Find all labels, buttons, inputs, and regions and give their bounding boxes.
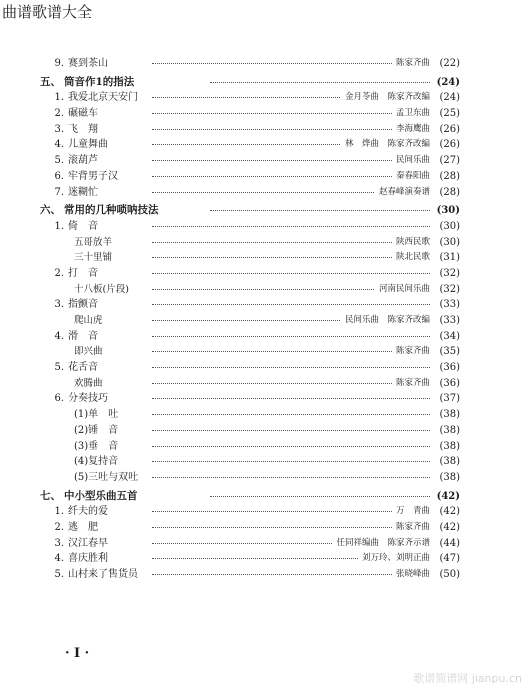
toc-credit: 民间乐曲 陈家齐改编 [341, 313, 430, 329]
toc-leader [152, 414, 430, 415]
toc-title: 分奏技巧 [68, 393, 108, 405]
toc-leader [152, 226, 430, 227]
toc-number: 3. [54, 123, 64, 135]
toc-entry [40, 567, 460, 583]
toc-page-number: (38) [439, 424, 460, 436]
toc-leader [210, 82, 430, 83]
toc-leader [152, 398, 430, 399]
toc-entry [40, 391, 460, 407]
toc-page-number: (38) [439, 409, 460, 421]
toc-number: 5. [54, 569, 64, 580]
toc-leader [152, 383, 430, 384]
toc-page-number: (37) [439, 393, 460, 405]
toc-number: 1. [54, 92, 64, 104]
toc-title: (4)复持音 [74, 456, 119, 468]
toc-page-number: (33) [439, 299, 460, 311]
toc-title: (1)单 吐 [74, 409, 119, 421]
toc-leader [152, 257, 430, 258]
toc-title: 牢背男子汉 [68, 170, 118, 182]
toc-credit: 任同祥编曲 陈家齐示谱 [332, 536, 430, 552]
toc-entry [40, 504, 460, 520]
toc-leader [152, 461, 430, 462]
toc-number: 4. [54, 139, 64, 151]
toc-credit: 李海鹰曲 [392, 122, 430, 138]
toc-entry [40, 137, 460, 153]
toc-leader [152, 304, 430, 305]
toc-leader [152, 477, 430, 478]
toc-entry [40, 344, 460, 360]
toc-page-number: (36) [439, 377, 460, 389]
toc-leader [152, 511, 430, 512]
toc-number: 7. [54, 186, 64, 198]
toc-leader [152, 273, 430, 274]
toc-credit: 林 烨曲 陈家齐改编 [341, 137, 430, 153]
toc-number: 6. [54, 393, 64, 405]
toc-number: 五、 [40, 75, 61, 88]
toc-entry [40, 106, 460, 122]
toc-credit: 陈家齐曲 [392, 344, 430, 360]
toc-credit: 陈家齐曲 [392, 56, 430, 72]
toc-title: (5)三吐与双吐 [74, 471, 139, 483]
toc-number: 4. [54, 553, 64, 565]
footer-page-number: · I · [65, 646, 90, 661]
toc-entry [40, 470, 460, 486]
toc-entry [40, 439, 460, 455]
toc-title: 迷糊忙 [68, 186, 98, 198]
toc-leader [152, 129, 430, 130]
toc-title: 逃 肥 [68, 521, 98, 533]
toc-entry [40, 360, 460, 376]
toc-page-number: (33) [439, 315, 460, 326]
toc-leader [210, 210, 430, 211]
toc-section [40, 75, 460, 91]
watermark: 歌谱简谱网 jianpu.cn [413, 672, 522, 685]
toc-credit: 秦春阳曲 [392, 169, 430, 185]
toc-leader [152, 351, 430, 352]
toc-page-number: (25) [439, 108, 460, 120]
toc-title: 赛到茶山 [68, 58, 108, 69]
toc-entry [40, 185, 460, 201]
toc-leader [152, 446, 430, 447]
toc-entry [40, 329, 460, 345]
toc-credit: 万 青曲 [392, 504, 430, 520]
toc-number: 2. [54, 108, 64, 120]
toc-page-number: (50) [439, 569, 460, 580]
toc-title: 倚 音 [68, 220, 98, 232]
toc-title: 欢腾曲 [74, 377, 103, 389]
toc-page-number: (36) [439, 362, 460, 374]
toc-entry [40, 153, 460, 169]
toc-page-number: (22) [439, 58, 460, 69]
toc-leader [152, 527, 430, 528]
toc-credit: 河南民间乐曲 [375, 282, 430, 298]
toc-title: 常用的几种唢呐技法 [64, 204, 159, 217]
toc-leader [152, 113, 430, 114]
toc-title: 三十里铺 [74, 252, 113, 264]
toc-title: 儿童舞曲 [68, 139, 108, 151]
toc-page-number: (30) [436, 205, 460, 217]
toc-title: (2)锤 音 [74, 424, 119, 436]
toc-title: 我爱北京天安门 [68, 92, 138, 104]
toc-title: 中小型乐曲五首 [64, 489, 138, 502]
toc-number: 1. [54, 506, 64, 518]
toc-number: 5. [54, 155, 64, 167]
toc-section [40, 489, 460, 505]
toc-number: 2. [54, 267, 64, 279]
toc-entry [40, 122, 460, 138]
toc-entry [40, 454, 460, 470]
toc-number: 2. [54, 521, 64, 533]
toc-page-number: (26) [439, 123, 460, 135]
toc-number: 六、 [40, 204, 61, 217]
toc-page-number: (24) [436, 76, 460, 88]
toc-page-number: (28) [439, 170, 460, 182]
toc-number: 七、 [40, 489, 61, 502]
toc-leader [152, 176, 430, 177]
toc-title: 山村来了售货员 [68, 569, 138, 580]
toc-page-number: (30) [439, 220, 460, 232]
toc-page-number: (38) [439, 456, 460, 468]
toc-number: 3. [54, 299, 64, 311]
toc-leader [152, 63, 430, 64]
toc-title: 打 音 [68, 267, 98, 279]
toc-credit: 陈家齐曲 [392, 520, 430, 536]
toc-page-number: (35) [439, 346, 460, 358]
toc-title: 花舌音 [68, 362, 98, 374]
table-of-contents [40, 56, 460, 583]
toc-page-number: (26) [439, 139, 460, 151]
toc-leader [210, 496, 430, 497]
toc-entry [40, 169, 460, 185]
toc-page-number: (42) [439, 506, 460, 518]
toc-number: 4. [54, 330, 64, 342]
toc-title: 碾磁车 [68, 108, 98, 120]
toc-entry [40, 313, 460, 329]
toc-entry [40, 219, 460, 235]
toc-entry [40, 235, 460, 251]
toc-page-number: (28) [439, 186, 460, 198]
toc-leader [152, 574, 430, 575]
toc-page-number: (30) [439, 236, 460, 248]
toc-entry [40, 536, 460, 552]
toc-title: 滚葫芦 [68, 155, 98, 167]
toc-title: 滑 音 [68, 330, 98, 342]
toc-title: 纤夫的爱 [68, 506, 108, 518]
toc-page-number: (38) [439, 471, 460, 483]
toc-leader [152, 430, 430, 431]
toc-number: 1. [54, 220, 64, 232]
toc-title: 爬山虎 [74, 315, 103, 326]
toc-entry [40, 520, 460, 536]
toc-page-number: (47) [439, 553, 460, 565]
toc-title: 即兴曲 [74, 346, 103, 358]
toc-page-number: (42) [436, 490, 460, 502]
toc-entry [40, 423, 460, 439]
toc-leader [152, 367, 430, 368]
toc-title: 五哥放羊 [74, 236, 113, 248]
toc-page-number: (24) [439, 92, 460, 104]
toc-title: 喜庆胜利 [68, 553, 108, 565]
toc-entry [40, 376, 460, 392]
toc-entry [40, 282, 460, 298]
toc-credit: 金月苓曲 陈家齐改编 [341, 90, 430, 106]
toc-entry [40, 551, 460, 567]
toc-title: 飞 翔 [68, 123, 98, 135]
toc-title: 十八板(片段) [74, 283, 129, 295]
toc-leader [152, 336, 430, 337]
toc-leader [152, 242, 430, 243]
toc-section [40, 203, 460, 219]
toc-credit: 陕西民歌 [392, 235, 430, 251]
toc-page-number: (42) [439, 521, 460, 533]
toc-credit: 陕北民歌 [392, 250, 430, 266]
toc-number: 3. [54, 537, 64, 549]
toc-page-number: (27) [439, 155, 460, 167]
site-title: 曲谱歌谱大全 [2, 3, 93, 21]
toc-page-number: (31) [439, 252, 460, 264]
toc-credit: 刘万玲、刘明正曲 [358, 551, 430, 567]
toc-entry [40, 407, 460, 423]
toc-credit: 张晓峰曲 [392, 567, 430, 583]
toc-entry [40, 90, 460, 106]
toc-entry [40, 56, 460, 72]
toc-page-number: (38) [439, 440, 460, 452]
toc-page-number: (44) [439, 537, 460, 549]
toc-number: 6. [54, 170, 64, 182]
toc-credit: 赵春峰演奏谱 [375, 185, 430, 201]
toc-title: (3)垂 音 [74, 440, 119, 452]
toc-entry [40, 297, 460, 313]
toc-number: 9. [54, 58, 64, 69]
toc-credit: 孟卫东曲 [392, 106, 430, 122]
toc-entry [40, 250, 460, 266]
toc-credit: 陈家齐曲 [392, 376, 430, 392]
toc-page-number: (34) [439, 330, 460, 342]
toc-credit: 民间乐曲 [392, 153, 430, 169]
toc-title: 筒音作1的指法 [64, 75, 135, 88]
toc-page-number: (32) [439, 283, 460, 295]
toc-leader [152, 160, 430, 161]
toc-title: 指颤音 [68, 299, 98, 311]
toc-title: 汉江春早 [68, 537, 108, 549]
toc-page-number: (32) [439, 267, 460, 279]
toc-entry [40, 266, 460, 282]
toc-number: 5. [54, 362, 64, 374]
